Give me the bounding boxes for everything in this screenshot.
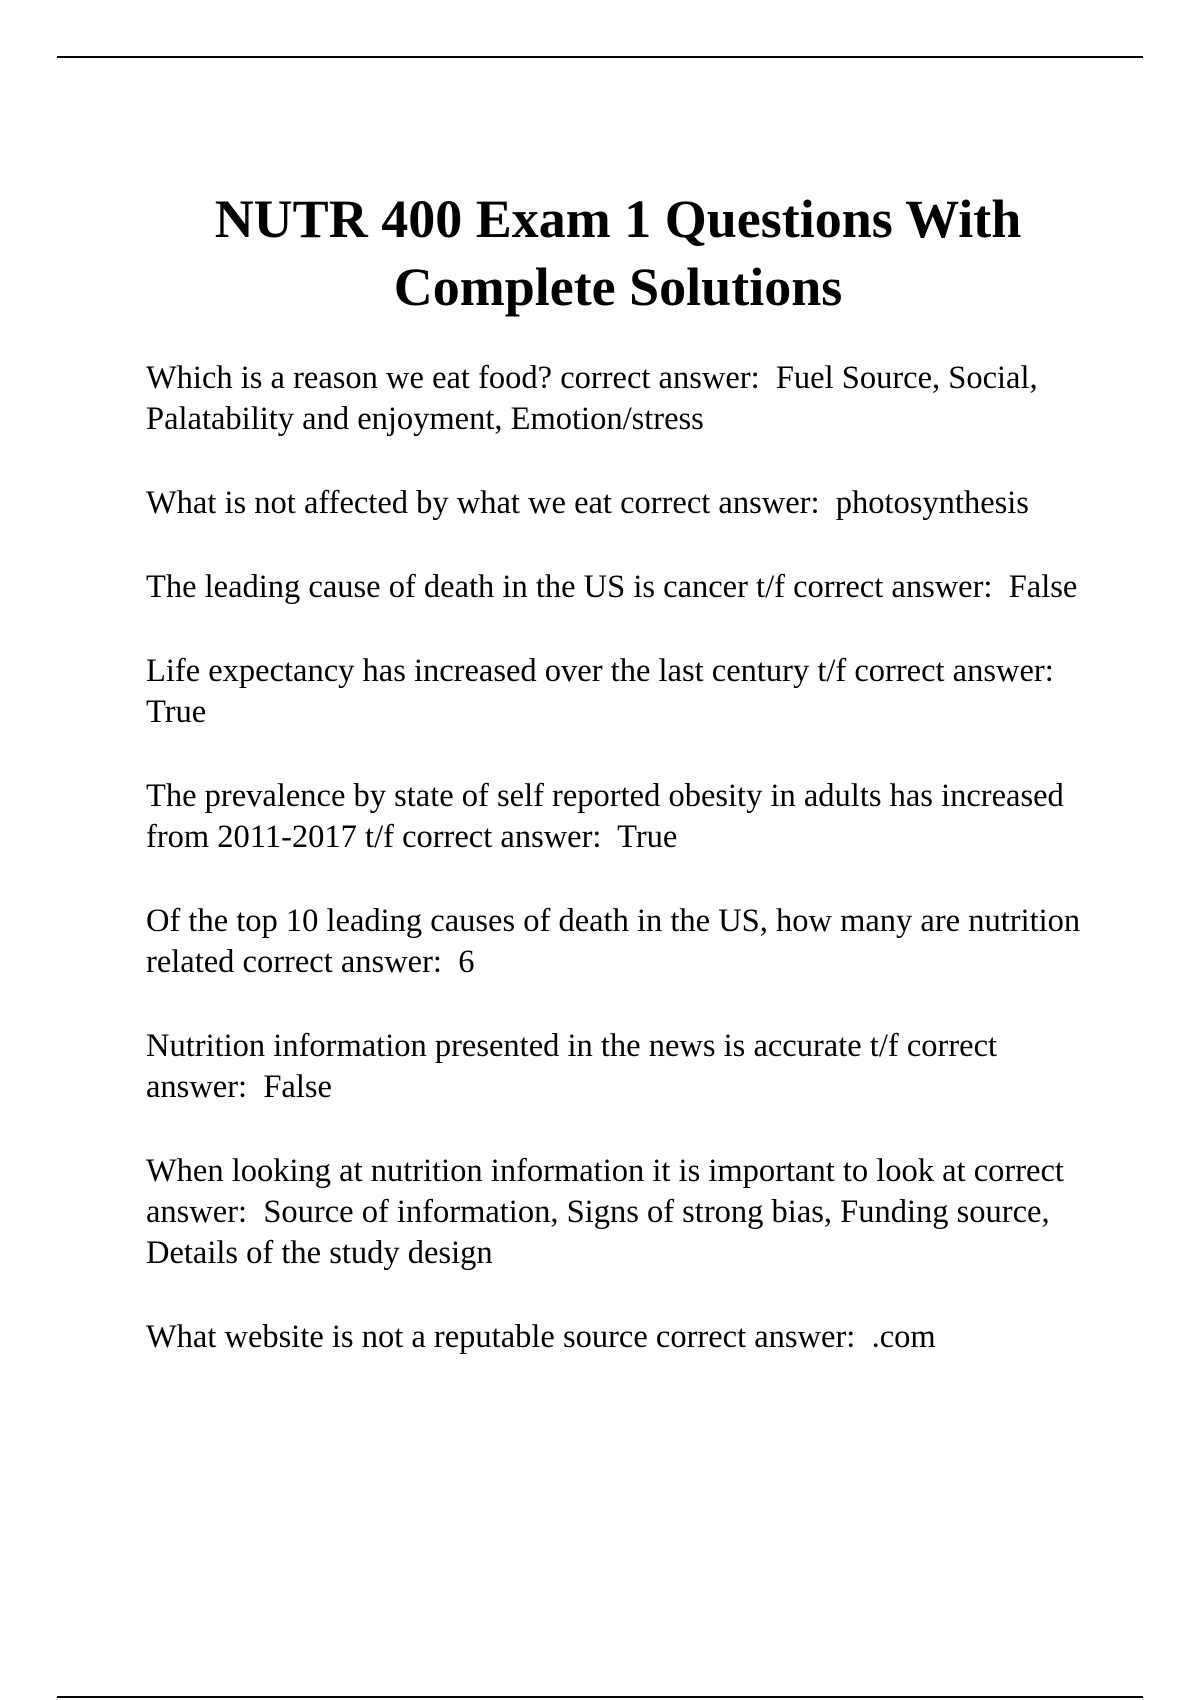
question-text: What website is not a reputable source (146, 1319, 648, 1355)
qa-item (146, 358, 1086, 440)
question-text: When looking at nutrition information it is important to look at (146, 1153, 966, 1189)
question-text: Nutrition information presented in the news is accurate t/f (146, 1028, 899, 1064)
question-text: The prevalence by state of self reported obesity in adults has increased from 2011-2017 t/f (146, 778, 1064, 855)
top-rule (57, 56, 1143, 58)
answer-text: True (617, 819, 678, 855)
document-title: NUTR 400 Exam 1 Questions With Complete Solutions (214, 189, 1022, 317)
answer-text: Source of information, Signs of strong bias, Funding source, Details of the study design (146, 1194, 1050, 1271)
qa-item (146, 1151, 1086, 1274)
qa-item (146, 776, 1086, 858)
answer-label: correct answer: (620, 485, 820, 521)
question-text: Life expectancy has increased over the last century t/f (146, 653, 847, 689)
answer-text: 6 (458, 944, 475, 980)
qa-item (146, 651, 1086, 733)
answer-text: .com (871, 1319, 936, 1355)
qa-item (146, 567, 1086, 608)
answer-text: photosynthesis (835, 485, 1029, 521)
answer-text: Fuel Source, Social, Palatability and enjoyment, Emotion/stress (146, 360, 1038, 437)
qa-item (146, 1317, 1086, 1358)
answer-label: correct answer: (146, 1028, 998, 1105)
answer-text: False (1008, 569, 1078, 605)
question-text: The leading cause of death in the US is cancer t/f (146, 569, 785, 605)
question-text: Which is a reason we eat food? (146, 360, 553, 396)
answer-text: True (146, 694, 207, 730)
answer-label: correct answer: (242, 944, 442, 980)
answer-label: correct answer: (560, 360, 760, 396)
qa-item (146, 483, 1086, 524)
answer-text: False (263, 1069, 332, 1105)
qa-list (146, 358, 1086, 1401)
qa-item (146, 1026, 1086, 1108)
answer-label: correct answer: (402, 819, 602, 855)
answer-label: correct answer: (146, 1153, 1064, 1230)
answer-label: correct answer: (793, 569, 993, 605)
qa-item (146, 901, 1086, 983)
bottom-rule (57, 1696, 1143, 1698)
question-text: Of the top 10 leading causes of death in the US, how many are nutrition related (146, 903, 1081, 980)
question-text: What is not affected by what we eat (146, 485, 612, 521)
answer-label: correct answer: (655, 1319, 856, 1355)
answer-label: correct answer: (854, 653, 1054, 689)
